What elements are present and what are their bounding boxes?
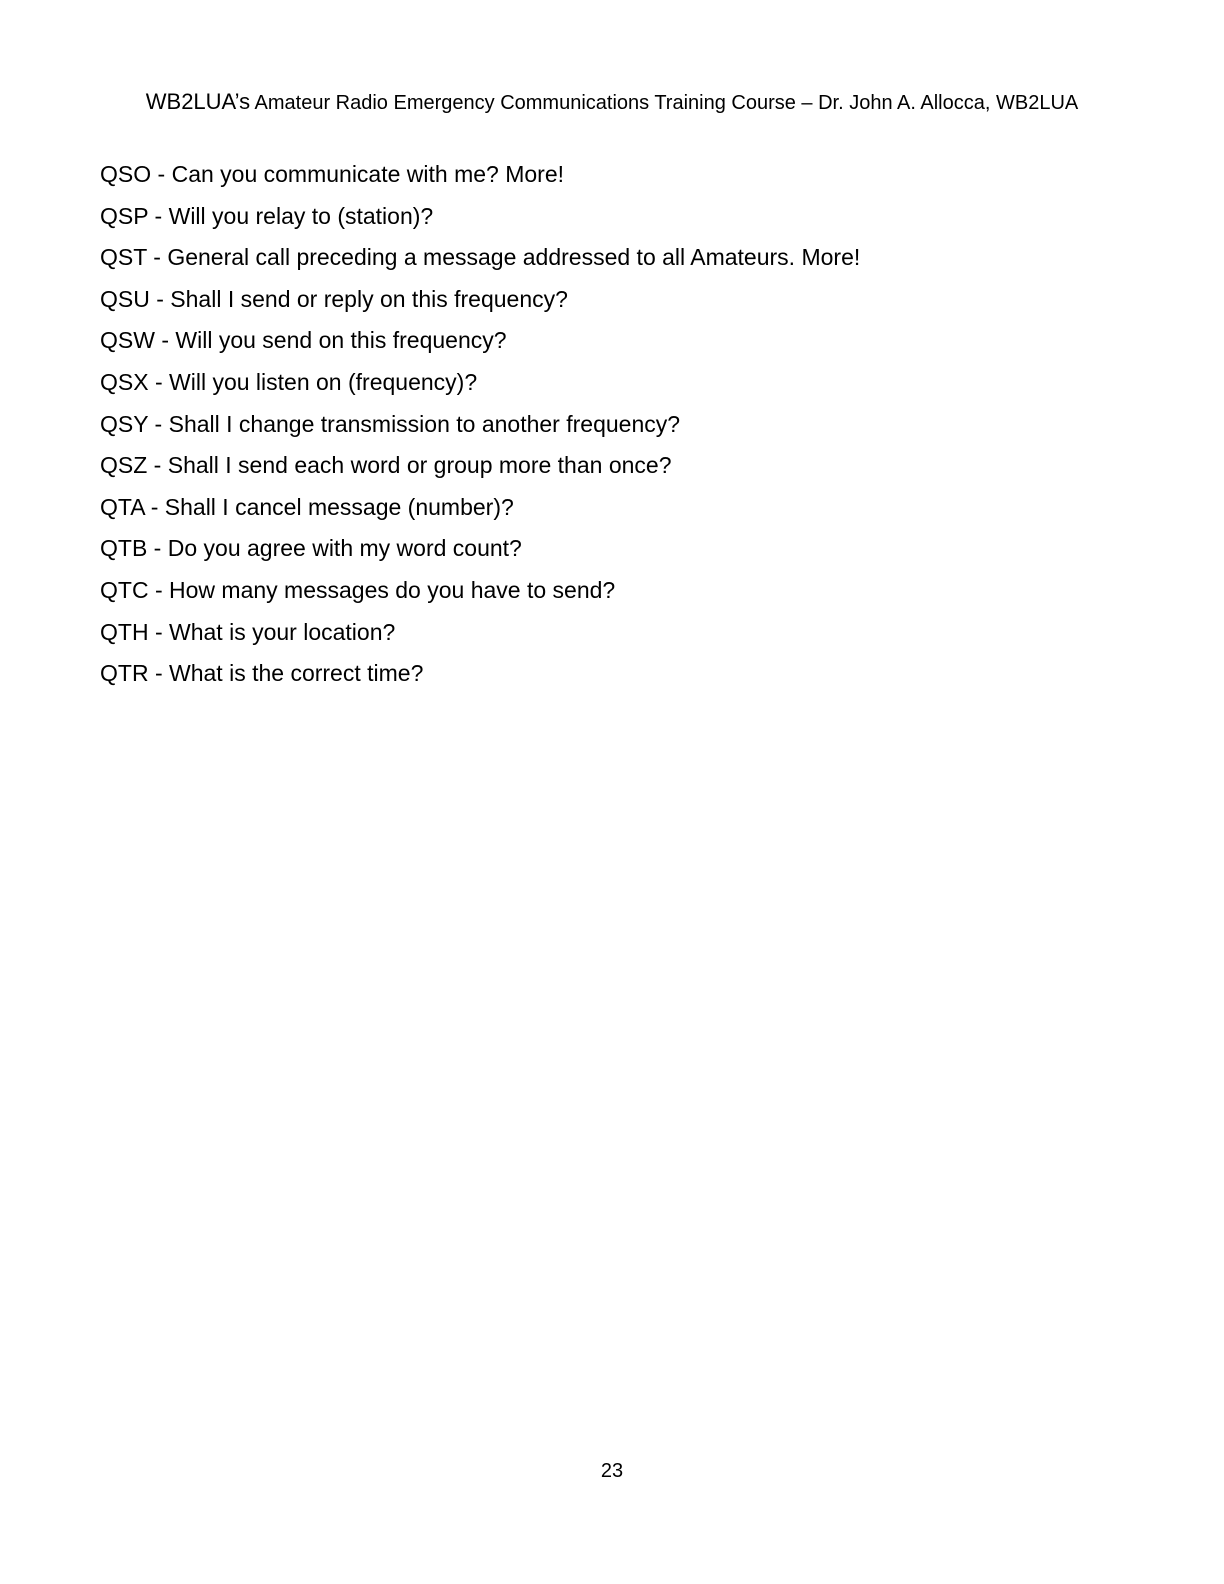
q-code-meaning: Will you listen on (frequency)?	[169, 368, 478, 395]
header-title: Amateur Radio Emergency Communications Training Course – Dr. John A. Allocca, WB2LUA	[254, 92, 1079, 114]
q-code: QSP	[100, 202, 149, 229]
q-code-item: QSP - Will you relay to (station)?	[100, 202, 434, 229]
header-lead: WB2LUA’s	[145, 89, 251, 114]
q-code-item: QTC - How many messages do you have to send?	[100, 576, 616, 603]
q-code: QSY	[100, 410, 149, 437]
q-code-meaning: Shall I send each word or group more than once?	[167, 452, 672, 479]
q-code: QTC	[100, 576, 149, 603]
q-code-item: QSY - Shall I change transmission to another frequency?	[100, 410, 681, 437]
q-code-meaning: Can you communicate with me? More!	[171, 161, 565, 187]
q-code-meaning: Do you agree with my word count?	[167, 535, 522, 562]
q-code-meaning: Shall I cancel message (number)?	[164, 493, 514, 520]
q-code-item: QSX - Will you listen on (frequency)?	[100, 368, 478, 395]
q-code-item: QTH - What is your location?	[100, 618, 396, 645]
q-code-item: QTB - Do you agree with my word count?	[100, 535, 522, 562]
q-code: QSO	[100, 161, 152, 187]
q-code-list	[100, 154, 860, 695]
q-code-meaning: What is the correct time?	[169, 660, 424, 687]
q-code-item: QTA - Shall I cancel message (number)?	[100, 493, 514, 520]
q-code: QSX	[100, 368, 149, 395]
page-header	[0, 88, 1224, 117]
q-code: QSU	[100, 285, 150, 312]
q-code-meaning: Shall I change transmission to another frequency?	[168, 410, 681, 437]
page-number: 23	[600, 1460, 624, 1482]
q-code: QTH	[100, 618, 149, 645]
q-code-meaning: Will you relay to (station)?	[168, 202, 434, 229]
q-code-item: QSW - Will you send on this frequency?	[100, 327, 507, 354]
q-code-item: QSU - Shall I send or reply on this frequency?	[100, 285, 568, 312]
q-code: QSW	[100, 327, 155, 354]
q-code-meaning: What is your location?	[169, 618, 396, 645]
q-code-item: QSZ - Shall I send each word or group more than once?	[100, 452, 672, 479]
q-code-item: QSO - Can you communicate with me? More!	[100, 161, 565, 187]
q-code-meaning: Will you send on this frequency?	[175, 327, 507, 354]
q-code: QTB	[100, 535, 148, 562]
q-code-item: QTR - What is the correct time?	[100, 660, 424, 687]
q-code-meaning: General call preceding a message addressed to all Amateurs. More!	[167, 244, 861, 271]
q-code: QTR	[100, 660, 149, 687]
q-code: QTA	[100, 493, 145, 520]
q-code: QSZ	[100, 452, 148, 479]
q-code-meaning: Shall I send or reply on this frequency?	[170, 285, 568, 312]
q-code-item: QST - General call preceding a message addressed to all Amateurs. More!	[100, 244, 861, 271]
q-code: QST	[100, 244, 147, 271]
q-code-meaning: How many messages do you have to send?	[169, 576, 616, 603]
